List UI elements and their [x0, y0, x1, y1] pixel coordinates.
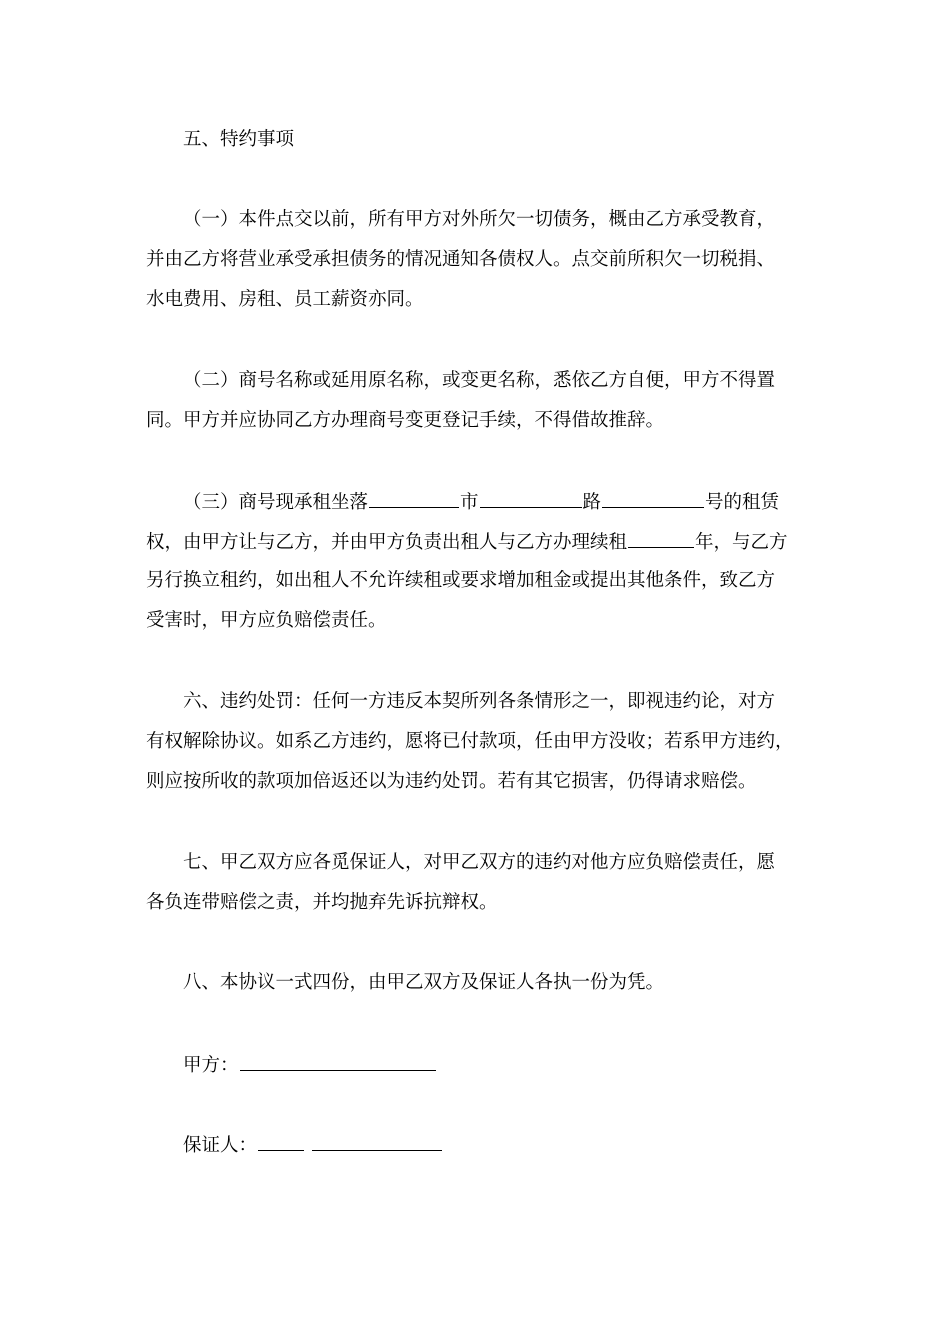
section-8-line-1: 八、本协议一式四份，由甲乙双方及保证人各执一份为凭。 [183, 972, 665, 993]
clause-3-line-2 [146, 529, 816, 555]
clause-3-line-4: 受害时，甲方应负赔偿责任。 [146, 610, 387, 631]
party-a-signature-blank[interactable] [240, 1052, 436, 1071]
clause-3-text-a: （三）商号现承租坐落 [183, 492, 369, 513]
guarantor-signature-blank-1[interactable] [258, 1132, 304, 1151]
party-a-signature-line [183, 1052, 853, 1078]
clause-3-text-road: 路 [582, 492, 602, 513]
section-6-line-2: 有权解除协议。如系乙方违约，愿将已付款项，任由甲方没收；若系甲方违约， [146, 731, 794, 752]
section-5-title: 五、特约事项 [183, 129, 295, 150]
road-blank[interactable] [602, 489, 704, 508]
city-blank[interactable] [480, 489, 582, 508]
clause-1-line-1: （一）本件点交以前，所有甲方对外所欠一切债务，概由乙方承受教育， [183, 209, 776, 230]
clause-3-text-number: 号的租赁 [705, 492, 780, 513]
clause-3-text-city: 市 [460, 492, 479, 513]
guarantor-signature-blank-2[interactable] [312, 1132, 442, 1151]
clause-3-text-b: 权，由甲方让与乙方，并由甲方负责出租人与乙方办理续租 [146, 532, 628, 553]
guarantor-label: 保证人： [183, 1135, 258, 1156]
renewal-years-blank[interactable] [628, 529, 694, 548]
clause-3-line-1 [183, 489, 853, 515]
section-6-line-3: 则应按所收的款项加倍返还以为违约处罚。若有其它损害，仍得请求赔偿。 [146, 771, 757, 792]
section-7-line-2: 各负连带赔偿之责，并均抛弃先诉抗辩权。 [146, 892, 498, 913]
clause-3-line-3: 另行换立租约，如出租人不允许续租或要求增加租金或提出其他条件，致乙方 [146, 570, 776, 591]
party-a-label: 甲方： [183, 1055, 239, 1076]
guarantor-signature-line [183, 1132, 853, 1158]
section-6-line-1: 六、违约处罚：任何一方违反本契所列各条情形之一，即视违约论，对方 [183, 691, 776, 712]
clause-3-text-c: 年，与乙方 [695, 532, 788, 553]
clause-1-line-3: 水电费用、房租、员工薪资亦同。 [146, 289, 424, 310]
clause-2-line-1: （二）商号名称或延用原名称，或变更名称，悉依乙方自便，甲方不得置 [183, 370, 776, 391]
section-7-line-1: 七、甲乙双方应各觅保证人，对甲乙双方的违约对他方应负赔偿责任，愿 [183, 852, 776, 873]
clause-1-line-2: 并由乙方将营业承受承担债务的情况通知各债权人。点交前所积欠一切税捐、 [146, 249, 776, 270]
location-blank[interactable] [369, 489, 459, 508]
clause-2-line-2: 同。甲方并应协同乙方办理商号变更登记手续，不得借故推辞。 [146, 410, 665, 431]
